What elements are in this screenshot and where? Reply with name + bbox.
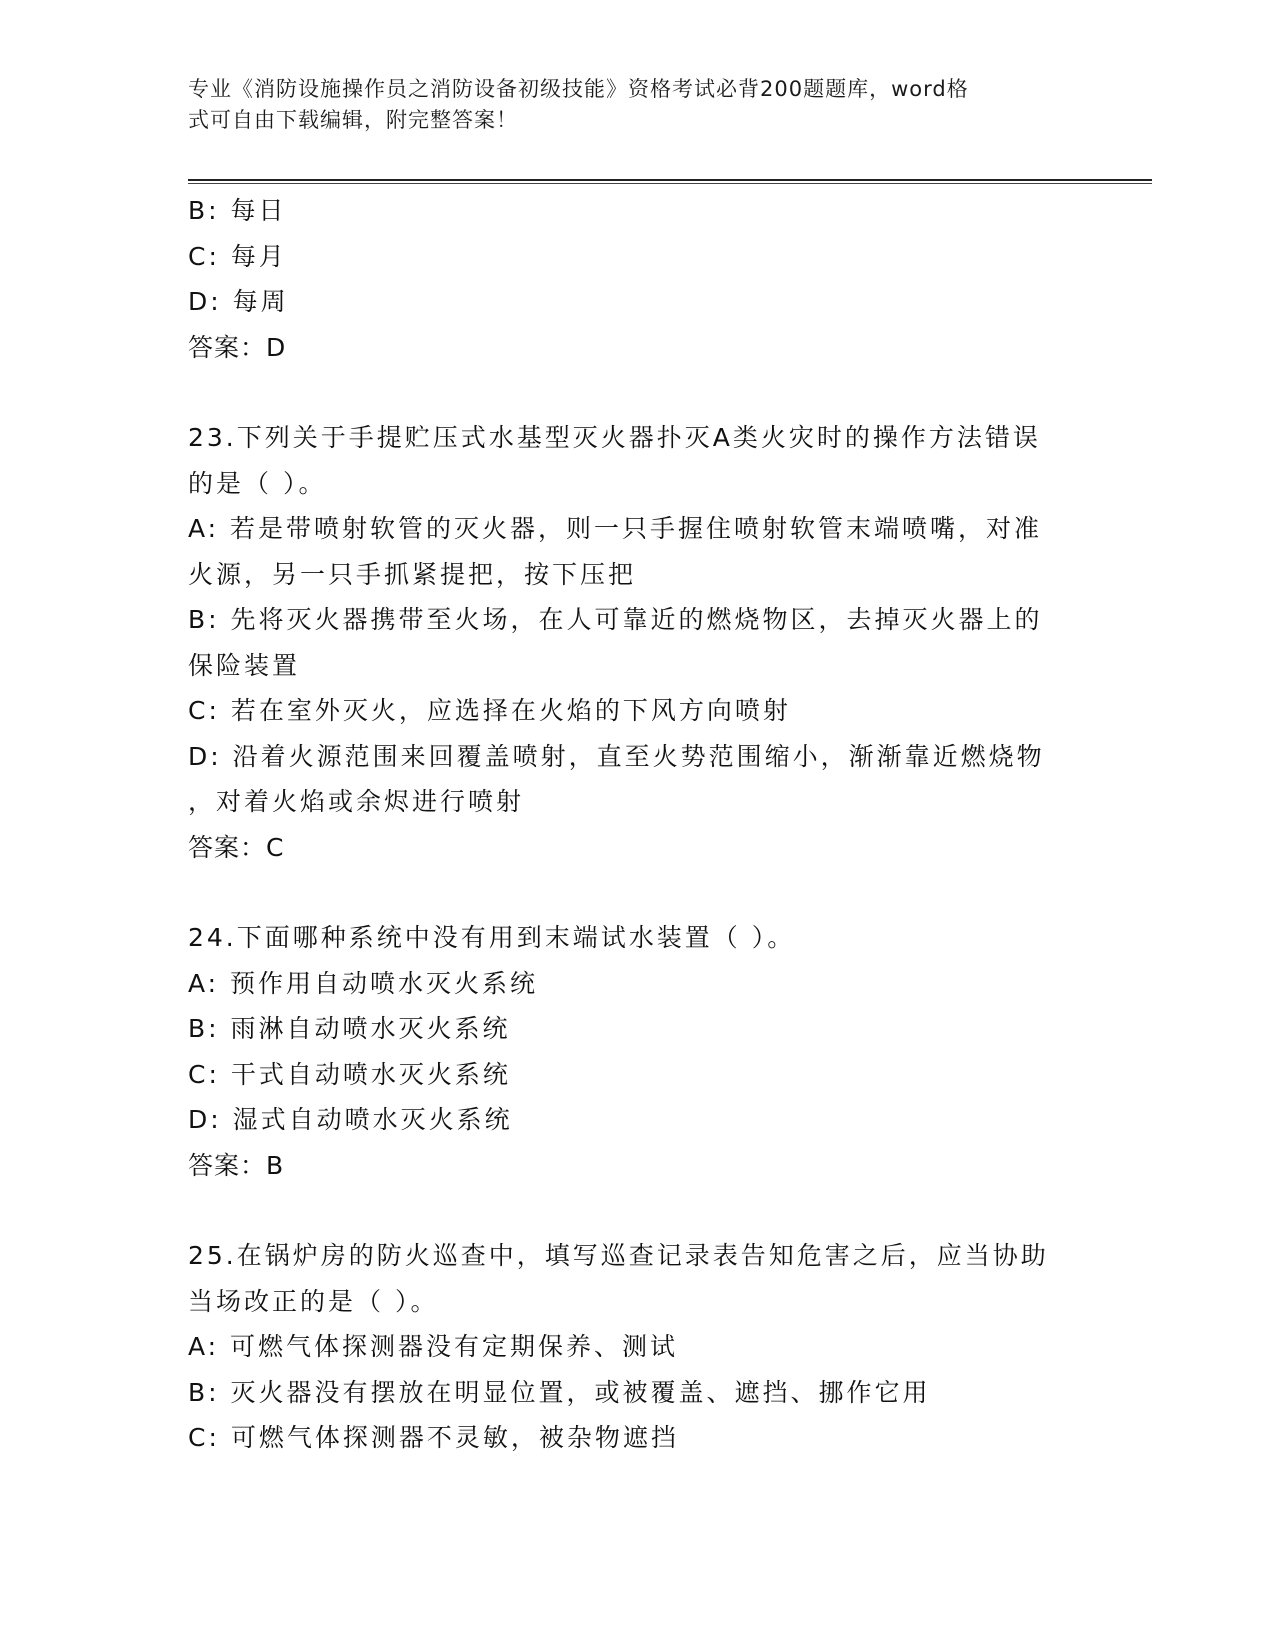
option-b: B: 每日 bbox=[188, 196, 287, 225]
question-23 bbox=[188, 415, 1088, 870]
answer-line: 答案：D bbox=[188, 332, 287, 362]
question-stem-line: 25.在锅炉房的防火巡查中，填写巡查记录表告知危害之后，应当协助 bbox=[188, 1241, 1049, 1270]
previous-question-tail bbox=[188, 188, 1088, 370]
option-c: C: 每月 bbox=[188, 241, 287, 271]
option-a: A: 预作用自动喷水灭火系统 bbox=[188, 968, 539, 998]
header-line-1: 专业《消防设施操作员之消防设备初级技能》资格考试必背200题题库，word格 bbox=[188, 77, 969, 101]
option-c: C: 干式自动喷水灭火系统 bbox=[188, 1059, 511, 1089]
option-b: B: 先将灭火器携带至火场，在人可靠近的燃烧物区，去掉灭火器上的 bbox=[188, 605, 1043, 634]
option-b: B: 灭火器没有摆放在明显位置，或被覆盖、遮挡、挪作它用 bbox=[188, 1377, 931, 1407]
option-d: D: 湿式自动喷水灭火系统 bbox=[188, 1105, 513, 1134]
option-a-continued: 火源，另一只手抓紧提把，按下压把 bbox=[188, 559, 637, 589]
header-line-2: 式可自由下载编辑，附完整答案！ bbox=[188, 108, 518, 132]
option-a: A: 可燃气体探测器没有定期保养、测试 bbox=[188, 1332, 679, 1361]
option-c: C: 若在室外灭火，应选择在火焰的下风方向喷射 bbox=[188, 696, 791, 725]
option-c: C: 可燃气体探测器不灵敏，被杂物遮挡 bbox=[188, 1423, 679, 1452]
question-stem-line: 23.下列关于手提贮压式水基型灭火器扑灭A类火灾时的操作方法错误 bbox=[188, 423, 1041, 452]
option-a: A: 若是带喷射软管的灭火器，则一只手握住喷射软管末端喷嘴，对准 bbox=[188, 514, 1043, 543]
header-rule-thin bbox=[188, 183, 1152, 184]
option-b: B: 雨淋自动喷水灭火系统 bbox=[188, 1014, 511, 1043]
question-stem-line: 24.下面哪种系统中没有用到末端试水装置（ ）。 bbox=[188, 923, 796, 952]
answer-line: 答案：B bbox=[188, 1150, 285, 1180]
document-body bbox=[188, 188, 1088, 1461]
option-d: D: 沿着火源范围来回覆盖喷射，直至火势范围缩小，渐渐靠近燃烧物 bbox=[188, 741, 1045, 771]
option-d-continued: ，对着火焰或余烬进行喷射 bbox=[188, 787, 525, 816]
question-24 bbox=[188, 915, 1088, 1188]
option-b-continued: 保险装置 bbox=[188, 650, 301, 680]
option-d: D: 每周 bbox=[188, 287, 289, 316]
document-header bbox=[188, 74, 1068, 136]
question-stem-line: 的是（ ）。 bbox=[188, 468, 327, 498]
header-rule-thick bbox=[188, 179, 1152, 181]
answer-line: 答案：C bbox=[188, 832, 285, 862]
question-stem-line: 当场改正的是（ ）。 bbox=[188, 1286, 439, 1316]
question-25 bbox=[188, 1233, 1088, 1461]
